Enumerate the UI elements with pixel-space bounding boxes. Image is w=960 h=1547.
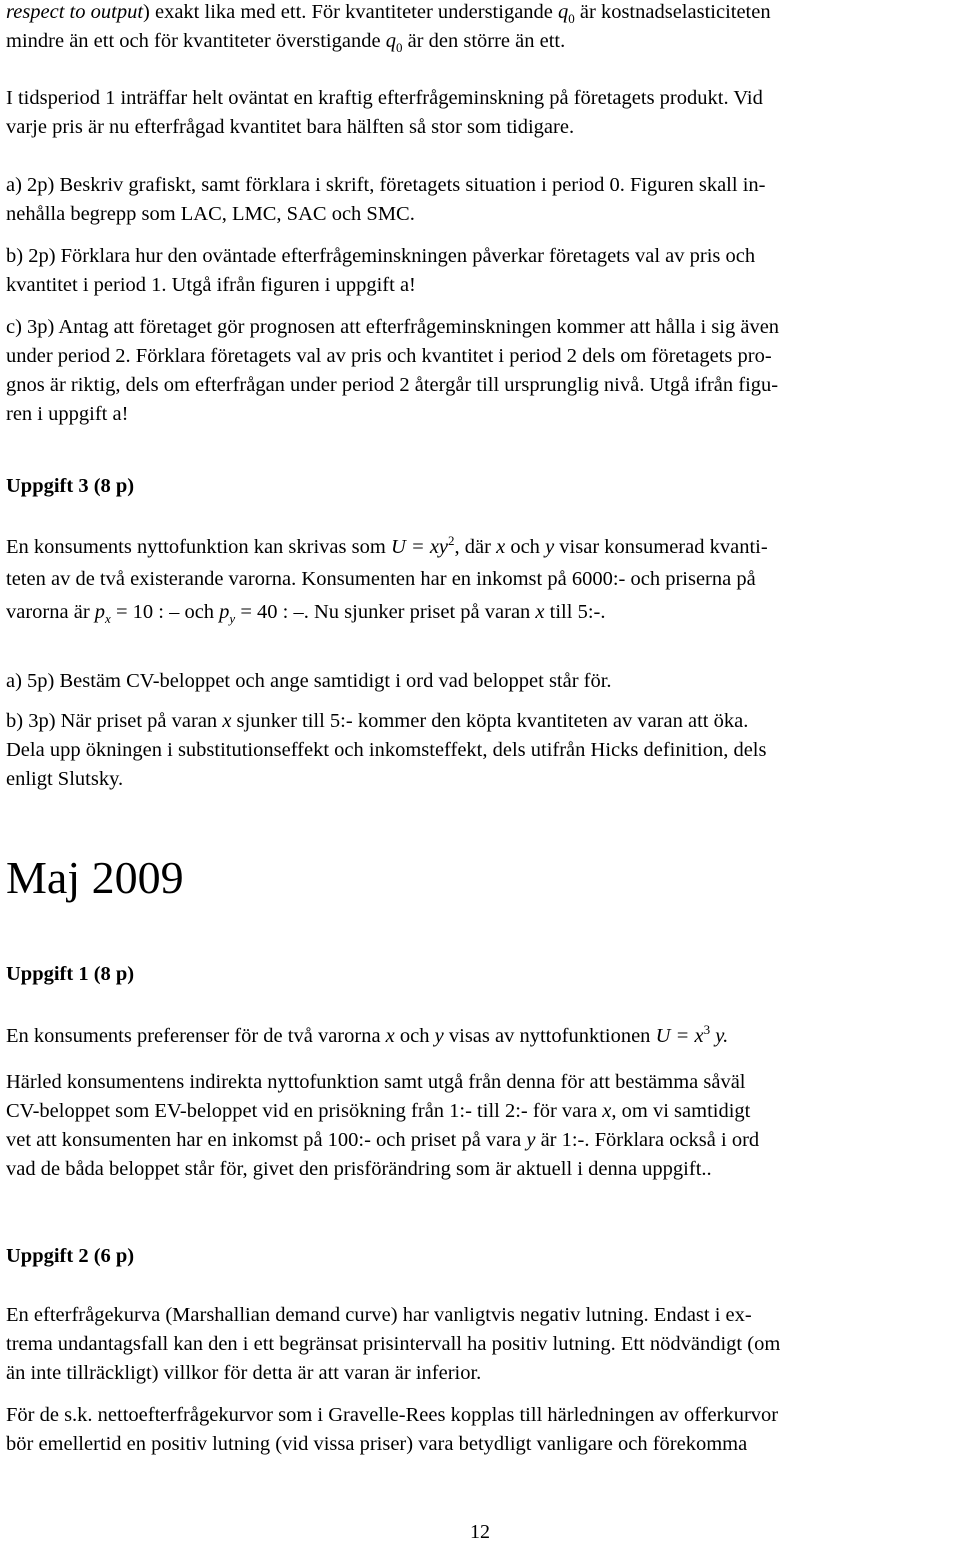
question-a-line2: nehålla begrepp som LAC, LMC, SAC och SMC. [6,203,415,225]
uppgift1-line2: Härled konsumentens indirekta nyttofunktion samt utgå från denna för att bestämma såväl [6,1071,746,1093]
uppgift3-line3: varorna är $p_x = 10$ : – och $p_y = 40$ : –. Nu sjunker priset på varan x till 5:-. [6,601,606,627]
uppgift1-line4: vet att konsumenten har en inkomst på 100:- och priset på vara y är 1:-. Förklara också i ord [6,1129,760,1151]
uppgift2-heading: Uppgift 2 (6 p) [6,1245,135,1267]
uppgift2-line1: En efterfrågekurva (Marshallian demand curve) har vanligtvis negativ lutning. Endast i ex- [6,1304,752,1326]
uppgift2-line5: bör emellertid en positiv lutning (vid vissa priser) vara betydligt vanligare och förekomma [6,1433,748,1455]
uppgift3-question-a: a) 5p) Bestäm CV-beloppet och ange samtidigt i ord vad beloppet står för. [6,670,612,692]
section-title-maj-2009: Maj 2009 [6,852,184,903]
uppgift3-line1: En konsuments nyttofunktion kan skrivas som $U = xy^2$, där x och y visar konsumerad kvanti- [6,533,768,558]
question-c-line1: c) 3p) Antag att företaget gör prognosen att efterfrågeminskningen kommer att hålla i sig även [6,316,780,338]
uppgift1-line1: En konsuments preferenser för de två varorna x och y visas av nyttofunktionen $U = x^3$ y. [6,1022,729,1047]
question-b-line1: b) 2p) Förklara hur den oväntade efterfrågeminskningen påverkar företagets val av pris och [6,245,756,267]
paragraph-period1-line1: I tidsperiod 1 inträffar helt oväntat en kraftig efterfrågeminskning på företagets produkt. Vid [6,87,763,109]
question-c-line2: under period 2. Förklara företagets val av pris och kvantitet i period 2 dels om företagets pro- [6,345,772,367]
uppgift1-line5: vad de båda beloppet står för, givet den prisförändring som är aktuell i denna uppgift.. [6,1158,712,1180]
paragraph-elasticity-line1: respect to output) exakt lika med ett. För kvantiteter understigande $q_0$ är kostnadselasticiteten [6,1,771,27]
uppgift2-line3: än inte tillräckligt) villkor för detta är att varan är inferior. [6,1362,482,1384]
uppgift3-question-b-line2: Dela upp ökningen i substitutionseffekt och inkomsteffekt, dels utifrån Hicks definition, dels [6,739,767,761]
question-c-line4: ren i uppgift a! [6,403,129,425]
uppgift1-heading: Uppgift 1 (8 p) [6,963,135,985]
question-b-line2: kvantitet i period 1. Utgå ifrån figuren i uppgift a! [6,274,416,296]
question-a-line1: a) 2p) Beskriv grafiskt, samt förklara i skrift, företagets situation i period 0. Figuren skall in- [6,174,766,196]
uppgift3-question-b-line3: enligt Slutsky. [6,768,124,790]
uppgift1-line3: CV-beloppet som EV-beloppet vid en prisökning från 1:- till 2:- för vara x, om vi samtidigt [6,1100,751,1122]
uppgift3-heading: Uppgift 3 (8 p) [6,475,135,497]
uppgift3-question-b-line1: b) 3p) När priset på varan x sjunker till 5:- kommer den köpta kvantiteten av varan att öka. [6,710,749,732]
question-c-line3: gnos är riktig, dels om efterfrågan under period 2 återgår till ursprunglig nivå. Utgå ifrån figu- [6,374,779,396]
uppgift3-line2: teten av de två existerande varorna. Konsumenten har en inkomst på 6000:- och priserna på [6,568,756,590]
uppgift2-line4: För de s.k. nettoefterfrågekurvor som i Gravelle-Rees kopplas till härledningen av offerkurvor [6,1404,779,1426]
paragraph-period1-line2: varje pris är nu efterfrågad kvantitet bara hälften så stor som tidigare. [6,116,575,138]
uppgift2-line2: trema undantagsfall kan den i ett begränsat prisintervall ha positiv lutning. Ett nödvändigt (om [6,1333,781,1355]
page-number: 12 [470,1521,490,1543]
paragraph-elasticity-line2: mindre än ett och för kvantiteter överstigande $q_0$ är den större än ett. [6,30,566,56]
